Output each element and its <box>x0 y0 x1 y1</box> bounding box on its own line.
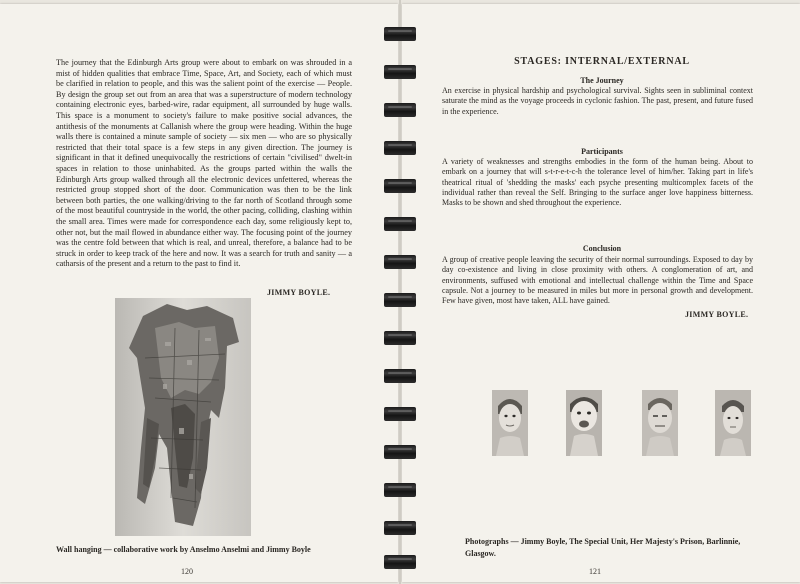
binding-coil <box>384 483 416 497</box>
face-image-4 <box>715 390 751 456</box>
headshot-photo-3 <box>642 390 678 456</box>
section-heading-conclusion: Conclusion <box>582 244 622 253</box>
wall-hanging-image <box>115 298 251 536</box>
headshot-photo-2 <box>566 390 602 456</box>
section-text-participants: A variety of weaknesses and strengths embodies in the form of the human being. About to embark on a journey that will s-t-r-e-t-c-h the tolerance level of him/her. Taking part in life's theatrical ritual of 'shedding the masks' each psyche presenting multicomplex facets of the individual rather than reveal the Self. Bringing to the surface anger love happiness bitterness. Masks to be shown and shed throughout the experience. <box>442 157 753 208</box>
binding-coil <box>384 179 416 193</box>
left-page-number: 120 <box>181 567 193 576</box>
page-title: STAGES: INTERNAL/EXTERNAL <box>514 56 690 67</box>
left-body-text: The journey that the Edinburgh Arts group were about to embark on was shrouded in a mist of hidden qualities that embrace Time, Space, Art, and Society, each of which must be clarified in relation to people, and this was the salient point of the exercise — People. By design the group set out from an area that was a superstructure of modern technology containing electronic eyes, barbed-wire, radar equipment, all surrounded by huge walls. This space is a monument to society's failure to make positive social advances, the antithesis of the monuments at Callanish where the group were heading. Within the huge walls there is contained a minute sample of society — six men — who are so physically restricted that their total space is a few steps in any given direction. The journey is significant in that it defined unequivocally the restrictions of certain "civilised" dwelt-in spaces in relation to those uninhabited. As the groups parted within the walls the Edinburgh Arts group walked through all the electronic devices unfettered, whereas the restricted group stopped short of the door. Communication was then to be the link between both parties, the one walking/driving to the far north of Scotland through some of the most beautiful countryside in the world, the other pacing, colliding, clashing within the small area. Times were made for correspondence each day, some religiously kept to, other not, but the mail flowed in abundance either way. The focusing point of the journey was the centre fold between that which is real, and unreal, therefore, a balance had to be struck in order to keep track of the here and now. It was a search for truth and sanity — a catharsis of the present and a return to the past to find it. <box>56 58 352 269</box>
binding-coil <box>384 217 416 231</box>
binding-coil <box>384 555 416 569</box>
section-text-journey: An exercise in physical hardship and psychological survival. Sights seen in subliminal context saturate the mind as the voyage proceeds in cyclonic fashion. The past, present, and future fused in the experience. <box>442 86 753 116</box>
binding-coil <box>384 331 416 345</box>
right-page-number: 121 <box>589 567 601 576</box>
binding-coil <box>384 445 416 459</box>
binding-coil <box>384 141 416 155</box>
left-signature: JIMMY BOYLE. <box>267 288 331 297</box>
right-page <box>402 4 800 582</box>
binding-coil <box>384 521 416 535</box>
right-signature: JIMMY BOYLE. <box>685 310 749 319</box>
headshot-photo-4 <box>715 390 751 456</box>
section-heading-participants: Participants <box>581 147 623 156</box>
binding-coil <box>384 407 416 421</box>
section-text-conclusion: A group of creative people leaving the security of their normal surroundings. Exposed to day by day co-existence and living in close proximity with others. A conglomeration of art, and environments, suffused with emotional and intellectual challenge within the Time and Space capsule. Not a journey to be measured in miles but more in personal growth and development. Few have given, most have taken, ALL have gained. <box>442 255 753 306</box>
binding-coil <box>384 103 416 117</box>
binding-coil <box>384 27 416 41</box>
binding-coil <box>384 255 416 269</box>
binding-coil <box>384 369 416 383</box>
wall-hanging-photo <box>115 298 251 536</box>
binding-coil <box>384 293 416 307</box>
spiral-binding <box>376 0 424 584</box>
left-page <box>0 4 398 582</box>
face-image-3 <box>642 390 678 456</box>
section-heading-journey: The Journey <box>580 76 624 85</box>
left-photo-caption: Wall hanging — collaborative work by Anselmo Anselmi and Jimmy Boyle <box>56 545 311 554</box>
face-image-1 <box>492 390 528 456</box>
right-photo-caption: Photographs — Jimmy Boyle, The Special Unit, Her Majesty's Prison, Barlinnie, Glasgow. <box>465 537 741 558</box>
face-image-2 <box>566 390 602 456</box>
binding-coil <box>384 65 416 79</box>
headshot-photo-1 <box>492 390 528 456</box>
